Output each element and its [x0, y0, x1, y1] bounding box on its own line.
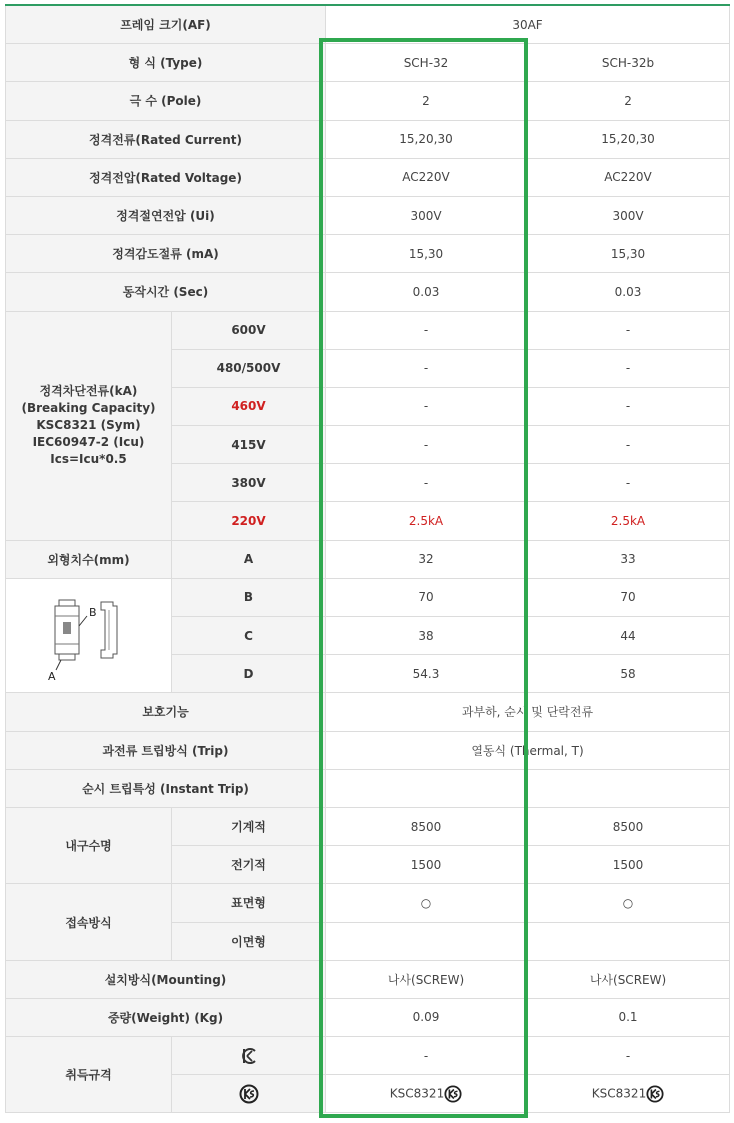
frame-size-label: 프레임 크기(AF) [6, 5, 326, 44]
table-row [6, 960, 730, 998]
instant-trip-label: 순시 트립특성 (Instant Trip) [6, 769, 326, 807]
cell-value: - [326, 464, 527, 502]
cell-value: 8500 [527, 807, 730, 845]
cell-value: 2.5kA [527, 502, 730, 540]
row-label: 동작시간 (Sec) [6, 273, 326, 311]
durability-sub-label: 기계적 [172, 807, 326, 845]
dimension-sub-label: B [172, 578, 326, 616]
protection-label: 보호기능 [6, 693, 326, 731]
cell-value: - [527, 426, 730, 464]
cell-value: - [326, 311, 527, 349]
voltage-sub-label: 415V [172, 426, 326, 464]
table-row [6, 44, 730, 82]
table-row [6, 540, 730, 578]
cell-value: 나사(SCREW) [326, 960, 527, 998]
cell-value: 1500 [326, 846, 527, 884]
cell-value: 54.3 [326, 655, 527, 693]
table-row [6, 196, 730, 234]
cell-value: 0.1 [527, 998, 730, 1036]
cell-value: 32 [326, 540, 527, 578]
cell-value: 1500 [527, 846, 730, 884]
table-row [6, 273, 730, 311]
dimension-diagram-cell [6, 578, 172, 693]
ks-value-cell [326, 1075, 527, 1113]
kc-mark-cell [172, 1037, 326, 1075]
model-name: SCH-32 [326, 44, 527, 82]
breaking-label-line: KSC8321 (Sym) [36, 418, 141, 433]
row-label: 정격전압(Rated Voltage) [6, 158, 326, 196]
cell-value: 15,30 [527, 235, 730, 273]
diagram-label-b: B [88, 605, 97, 619]
dimensions-label: 외형치수(mm) [6, 540, 172, 578]
protection-value: 과부하, 순시 및 단락전류 [326, 693, 730, 731]
mounting-label: 설치방식(Mounting) [6, 960, 326, 998]
cell-value: - [527, 387, 730, 425]
kc-mark-icon [241, 1047, 257, 1065]
spec-table-container [5, 4, 729, 1113]
cell-value: - [326, 387, 527, 425]
table-row [6, 311, 730, 349]
voltage-sub-label: 600V [172, 311, 326, 349]
cell-value: - [527, 349, 730, 387]
cell-value: 0.03 [527, 273, 730, 311]
spec-table [5, 4, 730, 1113]
cell-value: KSC8321 [591, 1086, 647, 1101]
instant-trip-value [326, 769, 730, 807]
cell-value: 2 [326, 82, 527, 120]
trip-value: 열동식 (Thermal, T) [326, 731, 730, 769]
durability-label: 내구수명 [6, 807, 172, 883]
cell-value: - [527, 311, 730, 349]
diagram-label-a: A [47, 669, 56, 680]
connection-sub-label: 이면형 [172, 922, 326, 960]
dimension-sub-label: C [172, 617, 326, 655]
type-label: 형 식 (Type) [6, 44, 326, 82]
cell-value: - [527, 1037, 730, 1075]
frame-size-value: 30AF [326, 5, 730, 44]
table-row [6, 769, 730, 807]
ks-mark-icon [239, 1084, 259, 1104]
cell-value: - [326, 1037, 527, 1075]
dimension-sub-label: A [172, 540, 326, 578]
cell-value: AC220V [326, 158, 527, 196]
table-row [6, 5, 730, 44]
table-row [6, 578, 730, 616]
row-label: 정격전류(Rated Current) [6, 120, 326, 158]
table-row [6, 235, 730, 273]
ks-value-cell [527, 1075, 730, 1113]
cell-value: 나사(SCREW) [527, 960, 730, 998]
cell-value: ○ [527, 884, 730, 922]
table-row [6, 693, 730, 731]
dimension-sub-label: D [172, 655, 326, 693]
table-row [6, 884, 730, 922]
cell-value: - [527, 464, 730, 502]
cell-value: 15,30 [326, 235, 527, 273]
breaking-label-line: Ics=Icu*0.5 [50, 452, 127, 467]
cell-value: 58 [527, 655, 730, 693]
ks-mark-icon [646, 1085, 664, 1103]
breaking-label-line: (Breaking Capacity) [21, 401, 156, 416]
cell-value: 15,20,30 [326, 120, 527, 158]
durability-sub-label: 전기적 [172, 846, 326, 884]
voltage-sub-label: 220V [172, 502, 326, 540]
breaking-label-line: IEC60947-2 (Icu) [32, 435, 145, 450]
cell-value [527, 922, 730, 960]
cell-value: 300V [326, 196, 527, 234]
table-row [6, 158, 730, 196]
connection-sub-label: 표면형 [172, 884, 326, 922]
cell-value: 8500 [326, 807, 527, 845]
table-row [6, 731, 730, 769]
table-row [6, 1037, 730, 1075]
cell-value: 15,20,30 [527, 120, 730, 158]
cell-value: 300V [527, 196, 730, 234]
weight-label: 중량(Weight) (Kg) [6, 998, 326, 1036]
row-label: 극 수 (Pole) [6, 82, 326, 120]
cell-value: 2 [527, 82, 730, 120]
cell-value: 0.09 [326, 998, 527, 1036]
table-row [6, 82, 730, 120]
row-label: 정격감도절류 (mA) [6, 235, 326, 273]
cell-value: - [326, 426, 527, 464]
table-row [6, 807, 730, 845]
cell-value: 70 [326, 578, 527, 616]
cell-value: 44 [527, 617, 730, 655]
trip-label: 과전류 트립방식 (Trip) [6, 731, 326, 769]
cell-value: 70 [527, 578, 730, 616]
breaking-capacity-label [6, 311, 172, 540]
cell-value: AC220V [527, 158, 730, 196]
voltage-sub-label: 460V [172, 387, 326, 425]
breaker-dimension-diagram [39, 592, 139, 680]
table-row [6, 120, 730, 158]
cell-value: 38 [326, 617, 527, 655]
ks-mark-icon [444, 1085, 462, 1103]
ks-mark-cell [172, 1075, 326, 1113]
cell-value: 2.5kA [326, 502, 527, 540]
certification-label: 취득규격 [6, 1037, 172, 1113]
table-row [6, 998, 730, 1036]
breaking-label-line: 정격차단전류(kA) [39, 384, 138, 399]
voltage-sub-label: 380V [172, 464, 326, 502]
cell-value: - [326, 349, 527, 387]
model-name: SCH-32b [527, 44, 730, 82]
cell-value: ○ [326, 884, 527, 922]
cell-value: 33 [527, 540, 730, 578]
connection-label: 접속방식 [6, 884, 172, 960]
row-label: 정격절연전압 (Ui) [6, 196, 326, 234]
cell-value: 0.03 [326, 273, 527, 311]
cell-value [326, 922, 527, 960]
cell-value: KSC8321 [389, 1086, 445, 1101]
voltage-sub-label: 480/500V [172, 349, 326, 387]
